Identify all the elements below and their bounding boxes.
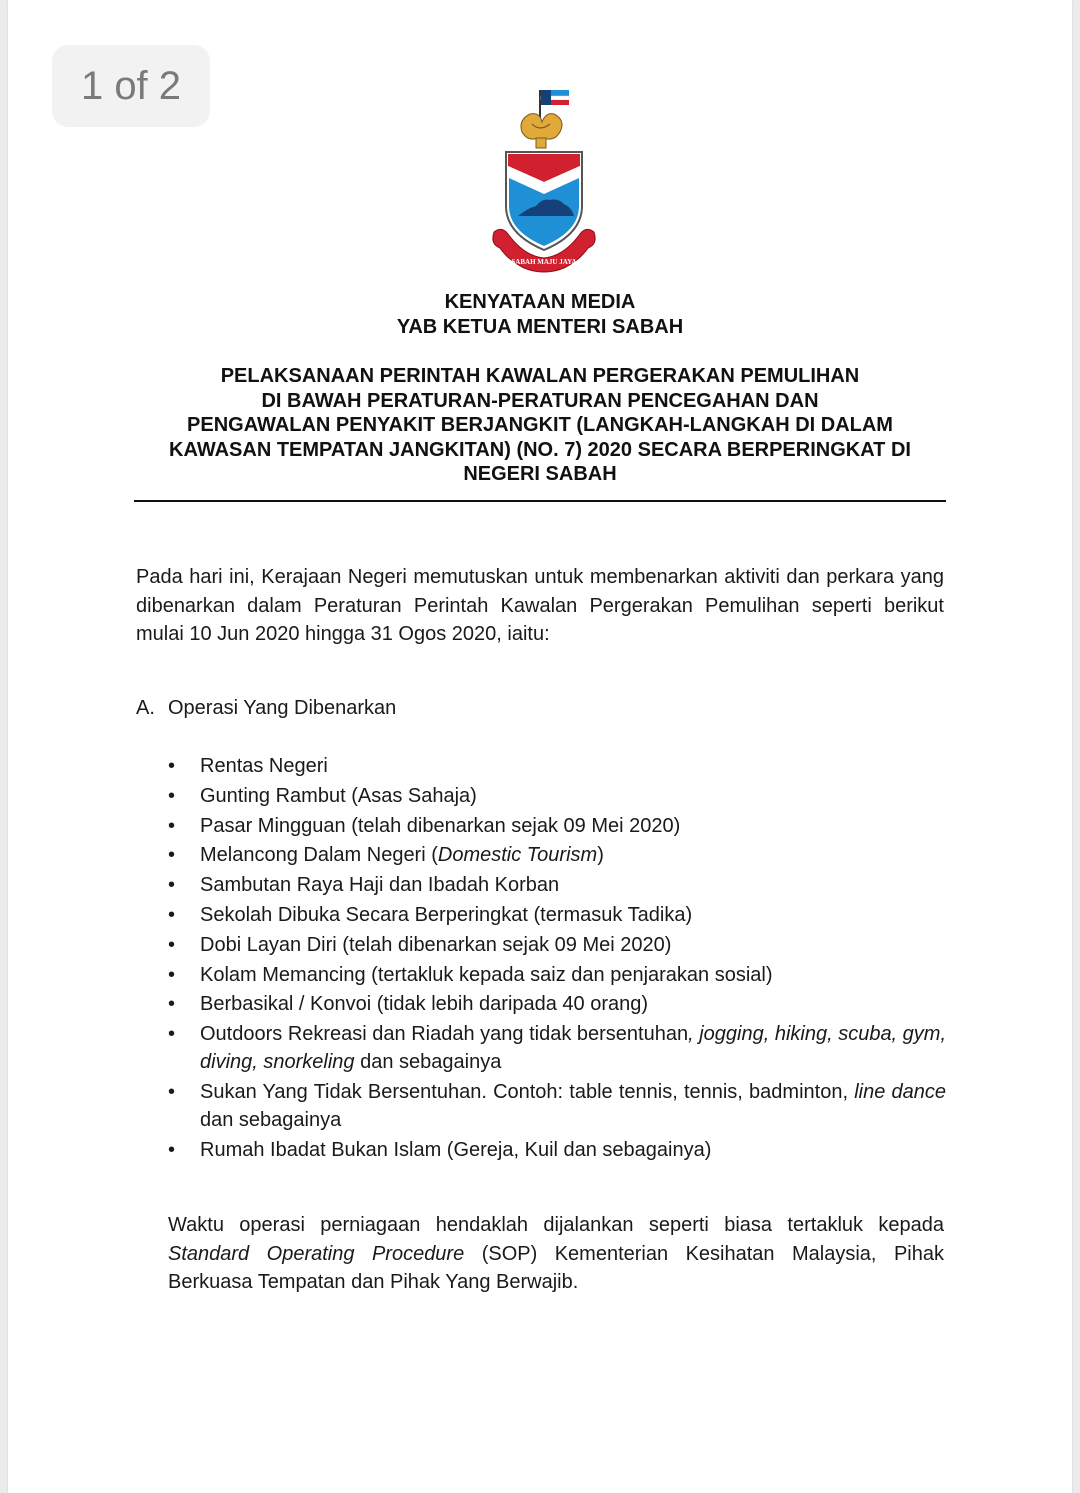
list-item-text: Sambutan Raya Haji dan Ibadah Korban [200, 874, 560, 897]
list-item [168, 782, 946, 810]
section-heading [136, 694, 396, 722]
list-item [168, 752, 946, 780]
title-line: PENGAWALAN PENYAKIT BERJANGKIT (LANGKAH-LANGKAH DI DALAM [187, 414, 893, 436]
list-item [168, 961, 946, 989]
list-item [168, 931, 946, 959]
list-item-text: Sekolah Dibuka Secara Berperingkat (termasuk Tadika) [200, 903, 693, 926]
list-item-text: Dobi Layan Diri (telah dibenarkan sejak 09 Mei 2020) [200, 933, 672, 956]
title-line: DI BAWAH PERATURAN-PERATURAN PENCEGAHAN DAN [261, 389, 819, 412]
media-statement-heading [0, 290, 1080, 339]
permitted-operations-list [168, 752, 946, 1166]
list-item-text: Outdoors Rekreasi dan Riadah yang tidak bersentuhan, jogging, hiking, scuba, gym, diving, snorkeling dan sebagainya [200, 1023, 947, 1074]
bullet-icon: • [168, 874, 176, 897]
list-item-text: Gunting Rambut (Asas Sahaja) [200, 784, 477, 807]
list-item [168, 901, 946, 929]
list-item-text: Rumah Ibadat Bukan Islam (Gereja, Kuil dan sebagainya) [200, 1138, 712, 1161]
bullet-icon: • [168, 963, 176, 986]
document-title [0, 364, 1080, 487]
list-item [168, 1020, 946, 1076]
heading-line: YAB KETUA MENTERI SABAH [396, 315, 684, 338]
list-item [168, 841, 946, 869]
heading-line: KENYATAAN MEDIA [444, 291, 636, 313]
bullet-icon: • [168, 933, 176, 956]
page-counter: 1 of 2 [52, 45, 210, 127]
bullet-icon: • [168, 784, 176, 807]
list-item [168, 1136, 946, 1164]
list-item [168, 812, 946, 840]
title-divider [134, 500, 946, 502]
list-item-text: Rentas Negeri [200, 755, 328, 777]
bullet-icon: • [168, 844, 176, 867]
crest-motto: SABAH MAJU JAYA [511, 258, 577, 266]
intro-paragraph: Pada hari ini, Kerajaan Negeri memutuskan untuk membenarkan aktiviti dan perkara yang dibenarkan dalam Peraturan Perintah Kawalan Pergerakan Pemulihan seperti berikut mulai 10 Jun 2020 hingga 31 Ogos 2020, iaitu: [136, 566, 944, 645]
list-item-text: Pasar Mingguan (telah dibenarkan sejak 09 Mei 2020) [200, 814, 681, 837]
section-letter: A. [136, 697, 155, 719]
list-item [168, 1078, 946, 1134]
list-item [168, 871, 946, 899]
list-item-text: Berbasikal / Konvoi (tidak lebih daripada 40 orang) [200, 993, 649, 1016]
bullet-icon: • [168, 993, 176, 1016]
closing-paragraph: Waktu operasi perniagaan hendaklah dijalankan seperti biasa tertakluk kepada Standard Operating Procedure (SOP) Kementerian Kesihatan Malaysia, Pihak Berkuasa Tempatan dan Pihak Yang Berwajib. [168, 1214, 944, 1293]
title-line: NEGERI SABAH [463, 463, 617, 485]
bullet-icon: • [168, 1138, 176, 1161]
bullet-icon: • [168, 814, 176, 837]
list-item [168, 990, 946, 1018]
list-item-text: Kolam Memancing (tertakluk kepada saiz dan penjarakan sosial) [200, 963, 773, 986]
sabah-coat-of-arms-logo [488, 84, 600, 274]
bullet-icon: • [168, 1080, 176, 1103]
bullet-icon: • [168, 755, 176, 777]
title-line: PELAKSANAAN PERINTAH KAWALAN PERGERAKAN PEMULIHAN [220, 365, 860, 387]
section-title: Operasi Yang Dibenarkan [168, 697, 397, 719]
title-line: KAWASAN TEMPATAN JANGKITAN) (NO. 7) 2020 SECARA BERPERINGKAT DI [169, 438, 911, 461]
bullet-icon: • [168, 903, 176, 926]
list-item-text: Sukan Yang Tidak Bersentuhan. Contoh: table tennis, tennis, badminton, line dance dan sebagainya [200, 1080, 946, 1131]
list-item-text: Melancong Dalam Negeri (Domestic Tourism) [200, 844, 604, 867]
bullet-icon: • [168, 1023, 176, 1046]
